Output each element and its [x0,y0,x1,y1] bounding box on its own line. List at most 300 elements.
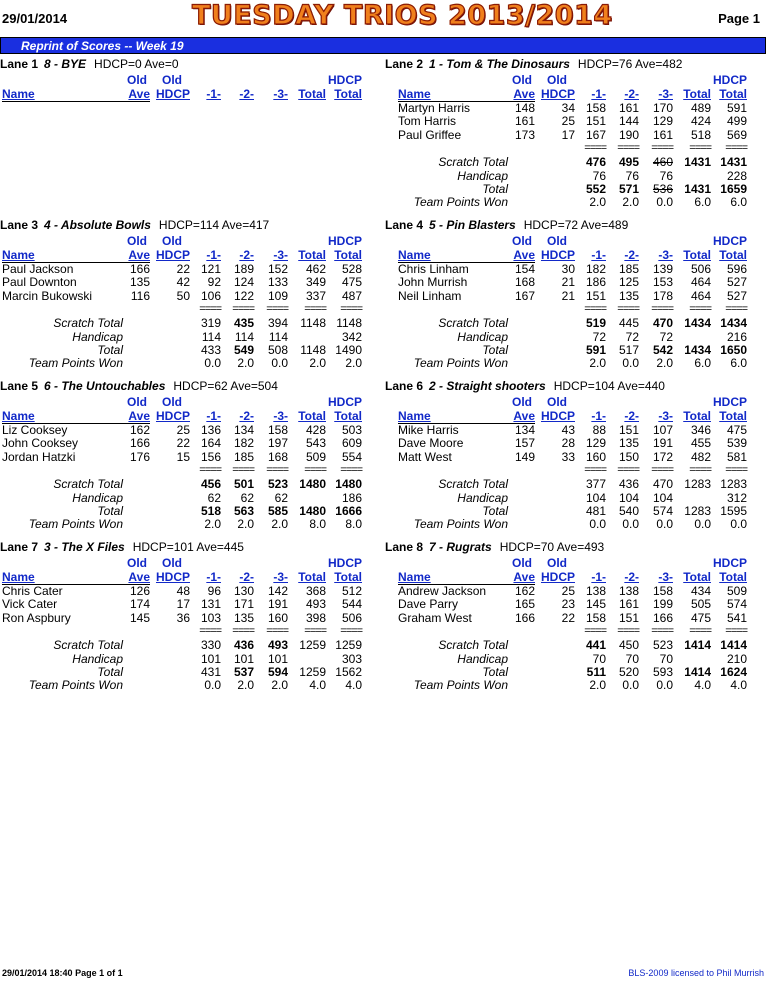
player-name: Ron Aspbury [2,610,71,625]
col-name-header: Name [2,570,35,584]
report-title: TUESDAY TRIOS 2013/2014 [192,0,578,34]
col-hdcp-header: HDCP [155,248,190,262]
col-game2-header: -2- [239,409,254,423]
summary-scratch-value: 1431 [720,155,747,170]
player-tot: 455 [690,436,711,451]
summary-points-value: 0.0 [656,195,673,210]
col-hdcp-total-header: Total [719,248,747,262]
player-htot: 499 [726,114,747,129]
equals-divider: ==== [584,625,606,638]
summary-points-value: 6.0 [730,195,747,210]
player-g1: 160 [585,449,606,464]
summary-scratch-value: 495 [618,155,639,170]
summary-label: Handicap [457,168,508,183]
player-name: Paul Jackson [2,262,74,276]
col-old-label: Old [512,73,532,87]
summary-points-value: 8.0 [309,517,326,532]
team-average: Ave=482 [634,57,683,71]
summary-total-value: 1624 [720,665,747,679]
col-old-label: Old [547,395,567,409]
summary-points-value: 0.0 [694,517,711,532]
col-game2-header: -2- [239,87,254,101]
player-ave: 174 [129,597,150,612]
summary-label: Team Points Won [413,356,508,371]
summary-scratch-value: 493 [267,638,288,653]
equals-divider: ==== [199,625,221,638]
player-hdcp: 25 [561,584,575,598]
player-g2: 134 [233,423,254,437]
equals-divider: ==== [304,625,326,638]
summary-label: Total [97,665,123,679]
col-hdcp-header: HDCP [540,570,575,584]
equals-divider: ==== [340,464,362,477]
player-name: Graham West [398,610,472,625]
summary-label: Scratch Total [53,477,123,492]
summary-scratch-value: 523 [652,638,673,653]
summary-label: Handicap [457,651,508,666]
col-game1-header: -1- [591,570,606,584]
player-tot: 464 [690,288,711,303]
lane-number: Lane 4 [385,218,424,232]
header-underline [2,101,150,102]
player-g2: 189 [233,262,254,276]
player-g1: 129 [585,436,606,451]
player-ave: 162 [514,584,535,598]
summary-points-value: 6.0 [694,356,711,371]
col-old-label: Old [127,234,147,248]
summary-handicap-value: 101 [267,651,288,666]
summary-scratch-value: 441 [585,638,606,653]
summary-total-value: 591 [585,343,606,357]
summary-points-value: 0.0 [730,517,747,532]
player-g1: 131 [200,597,221,612]
col-game3-header: -3- [658,87,673,101]
team-name: 3 - The X Files [44,540,125,554]
summary-scratch-value: 460 [652,155,673,170]
col-old-label: Old [127,556,147,570]
col-total-header: Total [298,570,326,584]
lane-header [0,540,244,554]
player-name: Tom Harris [398,114,457,129]
player-tot: 349 [305,275,326,290]
summary-scratch-value: 330 [200,638,221,653]
player-ave: 149 [514,449,535,464]
summary-total-value: 542 [652,343,673,357]
player-ave: 166 [129,262,150,276]
lane-block [385,57,765,217]
col-game1-header: -1- [206,570,221,584]
equals-divider: ==== [232,303,254,316]
col-game2-header: -2- [624,248,639,262]
summary-total-value: 431 [200,665,221,679]
player-htot: 527 [726,275,747,290]
player-g3: 166 [652,610,673,625]
player-htot: 506 [341,610,362,625]
summary-points-value: 2.0 [622,195,639,210]
summary-total-value: 536 [652,182,673,196]
summary-handicap-value: 70 [592,651,606,666]
player-htot: 591 [726,101,747,115]
col-game1-header: -1- [206,409,221,423]
team-name: 4 - Absolute Bowls [44,218,151,232]
summary-label: Scratch Total [438,477,508,492]
col-hdcp-header: HDCP [155,570,190,584]
summary-handicap-value: 62 [207,490,221,505]
player-g1: 182 [585,262,606,276]
summary-scratch-value: 377 [585,477,606,492]
player-tot: 509 [305,449,326,464]
player-g1: 88 [592,423,606,437]
player-g3: 109 [267,288,288,303]
col-old-label: Old [547,234,567,248]
summary-scratch-value: 436 [233,638,254,653]
player-ave: 134 [514,423,535,437]
summary-label: Handicap [457,329,508,344]
col-game3-header: -3- [273,248,288,262]
summary-total-value: 1480 [299,504,326,518]
summary-scratch-value: 1283 [684,477,711,492]
player-htot: 503 [341,423,362,437]
player-g3: 197 [267,436,288,451]
team-handicap: HDCP=70 [499,540,555,554]
summary-handicap-value: 101 [200,651,221,666]
player-hdcp: 22 [176,436,190,451]
team-average: Ave=445 [196,540,244,554]
summary-label: Scratch Total [53,638,123,653]
player-tot: 506 [690,262,711,276]
summary-scratch-value: 1480 [299,477,326,492]
col-name-header: Name [398,409,431,423]
team-handicap: HDCP=62 [173,379,228,393]
player-g1: 158 [585,101,606,115]
player-g2: 185 [233,449,254,464]
player-g2: 135 [233,610,254,625]
lane-header [385,218,628,232]
summary-handicap-value: 303 [341,651,362,666]
player-g1: 167 [585,127,606,142]
player-name: Chris Linham [398,262,469,276]
summary-scratch-value: 436 [618,477,639,492]
equals-divider: ==== [199,464,221,477]
player-g1: 156 [200,449,221,464]
player-g3: 168 [267,449,288,464]
player-g2: 138 [618,584,639,598]
player-g2: 185 [618,262,639,276]
col-ave-header: Ave [128,570,150,584]
col-total-header: Total [683,570,711,584]
summary-scratch-value: 470 [652,316,673,331]
player-g2: 122 [233,288,254,303]
col-ave-header: Ave [513,248,535,262]
player-g1: 92 [207,275,221,290]
lane-header [0,379,278,393]
equals-divider: ==== [232,464,254,477]
col-game1-header: -1- [206,248,221,262]
summary-points-value: 0.0 [656,517,673,532]
summary-handicap-value: 104 [585,490,606,505]
team-handicap: HDCP=114 [158,218,220,232]
player-tot: 368 [305,584,326,598]
summary-handicap-value: 104 [618,490,639,505]
col-total-header: Total [683,87,711,101]
summary-total-value: 594 [267,665,288,679]
player-ave: 116 [130,288,150,303]
player-hdcp: 21 [561,288,575,303]
player-g2: 161 [618,101,639,115]
summary-handicap-value: 216 [726,329,747,344]
player-htot: 581 [726,449,747,464]
player-name: Dave Moore [398,436,464,451]
col-ave-header: Ave [513,570,535,584]
summary-scratch-value: 456 [200,477,221,492]
player-name: Neil Linham [398,288,462,303]
lane-header [385,57,682,71]
col-game3-header: -3- [273,87,288,101]
summary-label: Total [482,343,508,357]
summary-total-value: 574 [652,504,673,518]
summary-total-value: 508 [267,343,288,357]
player-htot: 574 [726,597,747,612]
player-name: Matt West [398,449,452,464]
lane-block [0,218,380,378]
player-ave: 126 [129,584,150,598]
team-average: Ave=440 [617,379,665,393]
player-htot: 475 [726,423,747,437]
player-ave: 166 [514,610,535,625]
summary-total-value: 520 [618,665,639,679]
summary-points-value: 2.0 [589,195,606,210]
summary-scratch-value: 1480 [335,477,362,492]
lane-block [0,540,380,700]
player-name: Martyn Harris [398,101,471,115]
summary-label: Handicap [72,490,123,505]
summary-handicap-value: 62 [274,490,288,505]
summary-label: Team Points Won [28,356,123,371]
team-handicap: HDCP=101 [132,540,194,554]
col-game1-header: -1- [591,248,606,262]
player-name: John Cooksey [2,436,79,451]
player-tot: 424 [690,114,711,129]
col-game3-header: -3- [658,409,673,423]
summary-points-value: 0.0 [204,678,221,693]
lane-number: Lane 2 [385,57,424,71]
player-name: Mike Harris [398,423,459,437]
equals-divider: ==== [689,464,711,477]
col-ave-header: Ave [513,87,535,101]
player-hdcp: 50 [176,288,190,303]
player-g2: 144 [618,114,639,129]
player-g1: 151 [585,114,606,129]
summary-scratch-value: 1283 [720,477,747,492]
equals-divider: ==== [199,303,221,316]
team-average: Ave=417 [221,218,270,232]
player-hdcp: 34 [561,101,575,115]
equals-divider: ==== [651,142,673,155]
player-tot: 337 [305,288,326,303]
player-g3: 107 [652,423,673,437]
equals-divider: ==== [689,625,711,638]
player-g3: 152 [267,262,288,276]
player-hdcp: 23 [561,597,575,612]
team-handicap: HDCP=104 [553,379,615,393]
team-name: 6 - The Untouchables [44,379,166,393]
col-total-header: Total [298,87,326,101]
player-g2: 135 [618,288,639,303]
summary-scratch-value: 1259 [299,638,326,653]
player-g1: 158 [585,610,606,625]
summary-points-value: 2.0 [271,678,288,693]
player-g3: 191 [267,597,288,612]
player-g3: 160 [267,610,288,625]
col-hdcp-total-header: Total [334,409,362,423]
col-hdcp-label: HDCP [327,234,362,248]
summary-label: Team Points Won [28,678,123,693]
summary-points-value: 0.0 [622,517,639,532]
summary-scratch-value: 1148 [336,316,362,331]
col-name-header: Name [2,87,35,101]
col-old-label: Old [547,73,567,87]
summary-points-value: 2.0 [237,356,254,371]
player-htot: 596 [726,262,747,276]
player-g1: 136 [200,423,221,437]
summary-total-value: 571 [618,182,639,196]
summary-total-value: 1650 [720,343,747,357]
summary-scratch-value: 476 [585,155,606,170]
team-average: Ave=489 [580,218,629,232]
lane-block [385,379,765,539]
player-tot: 505 [690,597,711,612]
player-htot: 475 [341,275,362,290]
player-ave: 161 [514,114,535,129]
summary-points-value: 0.0 [622,678,639,693]
col-old-label: Old [162,234,182,248]
summary-points-value: 2.0 [656,356,673,371]
summary-handicap-value: 186 [341,490,362,505]
player-hdcp: 17 [176,597,190,612]
player-name: Liz Cooksey [2,423,68,437]
summary-label: Handicap [72,651,123,666]
player-g1: 138 [585,584,606,598]
col-old-label: Old [162,556,182,570]
player-g3: 133 [267,275,288,290]
col-name-header: Name [2,248,35,262]
col-name-header: Name [398,87,431,101]
summary-scratch-value: 1414 [720,638,747,653]
equals-divider: ==== [584,303,606,316]
summary-total-value: 1283 [684,504,711,518]
col-game3-header: -3- [658,570,673,584]
equals-divider: ==== [725,303,747,316]
team-handicap: HDCP=72 [523,218,579,232]
col-hdcp-label: HDCP [712,73,747,87]
report-date: 29/01/2014 [2,11,68,26]
player-tot: 428 [305,423,326,437]
equals-divider: ==== [266,464,288,477]
player-hdcp: 33 [561,449,575,464]
summary-scratch-value: 445 [618,316,639,331]
summary-total-value: 1666 [335,504,362,518]
team-handicap: HDCP=76 [577,57,633,71]
equals-divider: ==== [651,303,673,316]
col-hdcp-total-header: Total [719,409,747,423]
col-hdcp-total-header: Total [334,248,362,262]
equals-divider: ==== [725,464,747,477]
col-name-header: Name [2,409,35,423]
col-hdcp-label: HDCP [327,73,362,87]
col-game2-header: -2- [624,570,639,584]
lane-header [385,379,665,393]
summary-scratch-value: 450 [618,638,639,653]
player-g3: 158 [652,584,673,598]
player-hdcp: 17 [561,127,575,142]
lane-number: Lane 5 [0,379,39,393]
player-name: Vick Cater [2,597,58,612]
summary-points-value: 4.0 [309,678,326,693]
summary-label: Team Points Won [413,195,508,210]
player-g3: 139 [652,262,673,276]
col-game3-header: -3- [273,570,288,584]
player-g2: 190 [618,127,639,142]
player-name: John Murrish [398,275,468,290]
player-hdcp: 30 [561,262,575,276]
equals-divider: ==== [689,303,711,316]
player-g1: 145 [585,597,606,612]
summary-points-value: 2.0 [309,356,326,371]
player-g2: 171 [233,597,254,612]
col-game1-header: -1- [591,87,606,101]
player-ave: 167 [514,288,535,303]
summary-scratch-value: 1414 [684,638,711,653]
team-name: 7 - Rugrats [429,540,492,554]
summary-points-value: 2.0 [237,678,254,693]
col-hdcp-label: HDCP [712,234,747,248]
player-ave: 148 [514,101,535,115]
col-game3-header: -3- [658,248,673,262]
player-tot: 518 [690,127,711,142]
equals-divider: ==== [266,303,288,316]
player-tot: 475 [690,610,711,625]
player-g3: 161 [652,127,673,142]
summary-label: Total [482,182,508,196]
summary-scratch-value: 394 [267,316,288,331]
equals-divider: ==== [232,625,254,638]
summary-scratch-value: 1431 [684,155,711,170]
player-ave: 135 [129,275,150,290]
col-ave-header: Ave [513,409,535,423]
col-game1-header: -1- [591,409,606,423]
team-name: 8 - BYE [44,57,87,71]
col-old-label: Old [547,556,567,570]
summary-points-value: 2.0 [204,517,221,532]
player-ave: 165 [514,597,535,612]
summary-label: Total [482,504,508,518]
team-handicap: HDCP=0 [94,57,142,71]
footer-timestamp: 29/01/2014 18:40 Page 1 of 1 [2,968,123,978]
player-htot: 512 [341,584,362,598]
col-game2-header: -2- [624,409,639,423]
player-g2: 151 [618,423,639,437]
player-g1: 121 [200,262,221,276]
team-average: Ave=504 [230,379,278,393]
lane-number: Lane 8 [385,540,424,554]
player-g1: 103 [200,610,221,625]
col-hdcp-label: HDCP [712,556,747,570]
col-hdcp-header: HDCP [155,87,190,101]
summary-points-value: 2.0 [271,517,288,532]
summary-total-value: 540 [618,504,639,518]
col-game2-header: -2- [239,570,254,584]
equals-divider: ==== [725,142,747,155]
